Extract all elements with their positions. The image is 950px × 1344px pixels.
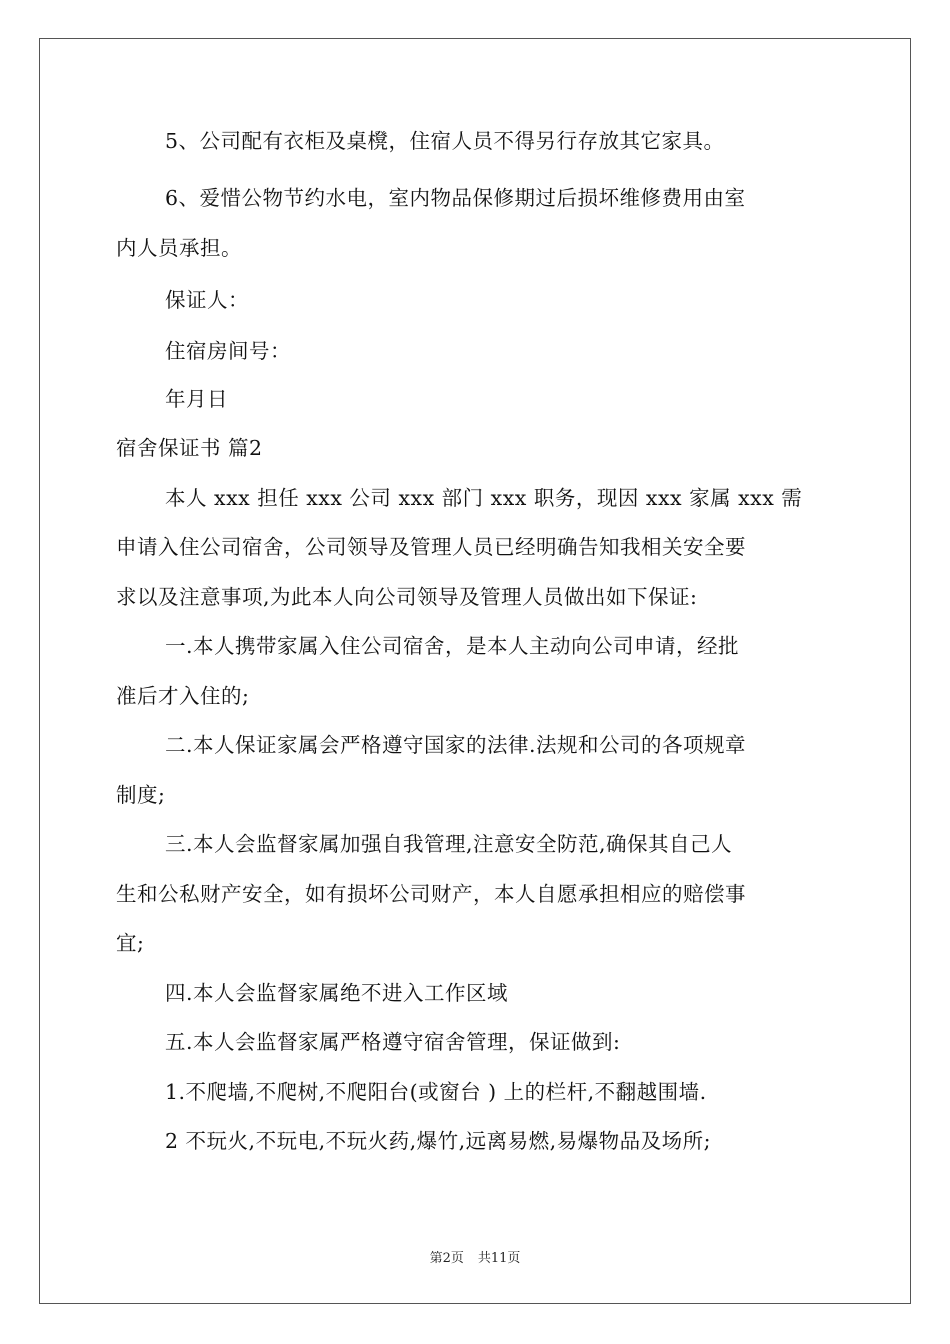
text-line: 求以及注意事项,为此本人向公司领导及管理人员做出如下保证: — [116, 585, 698, 609]
text-line: 6、爱惜公物节约水电，室内物品保修期过后损坏维修费用由室 — [165, 186, 746, 210]
text-line: 四.本人会监督家属绝不进入工作区域 — [165, 981, 509, 1005]
text-line: 五.本人会监督家属严格遵守宿舍管理，保证做到: — [165, 1030, 621, 1054]
text-line: 本人 xxx 担任 xxx 公司 xxx 部门 xxx 职务，现因 xxx 家属 xxx 需 — [165, 486, 803, 510]
text-line: 准后才入住的; — [116, 684, 250, 708]
text-line: 住宿房间号： — [165, 339, 291, 363]
page-footer — [0, 1247, 950, 1266]
text-line: 1.不爬墙,不爬树,不爬阳台(或窗台 ) 上的栏杆,不翻越围墙. — [165, 1080, 707, 1104]
text-line: 一.本人携带家属入住公司宿舍，是本人主动向公司申请，经批 — [165, 634, 740, 658]
text-line: 年月日 — [165, 387, 228, 411]
text-line: 制度; — [116, 783, 166, 807]
text-line: 生和公私财产安全，如有损坏公司财产，本人自愿承担相应的赔偿事 — [116, 882, 746, 906]
page-number: 第2页 — [429, 1251, 464, 1266]
text-line: 5、公司配有衣柜及桌櫈，住宿人员不得另行存放其它家具。 — [165, 129, 725, 153]
page-border — [39, 38, 911, 1304]
text-line: 申请入住公司宿舍，公司领导及管理人员已经明确告知我相关安全要 — [116, 535, 746, 559]
total-pages: 共11页 — [477, 1251, 521, 1266]
text-line: 三.本人会监督家属加强自我管理,注意安全防范,确保其自己人 — [165, 832, 733, 856]
text-line: 内人员承担。 — [116, 236, 242, 260]
text-line: 宿舍保证书 篇2 — [116, 436, 263, 460]
text-line: 宜; — [116, 931, 145, 955]
text-line: 二.本人保证家属会严格遵守国家的法律.法规和公司的各项规章 — [165, 733, 747, 757]
text-line: 2 不玩火,不玩电,不玩火药,爆竹,远离易燃,易爆物品及场所; — [165, 1129, 712, 1153]
text-line: 保证人： — [165, 288, 249, 312]
